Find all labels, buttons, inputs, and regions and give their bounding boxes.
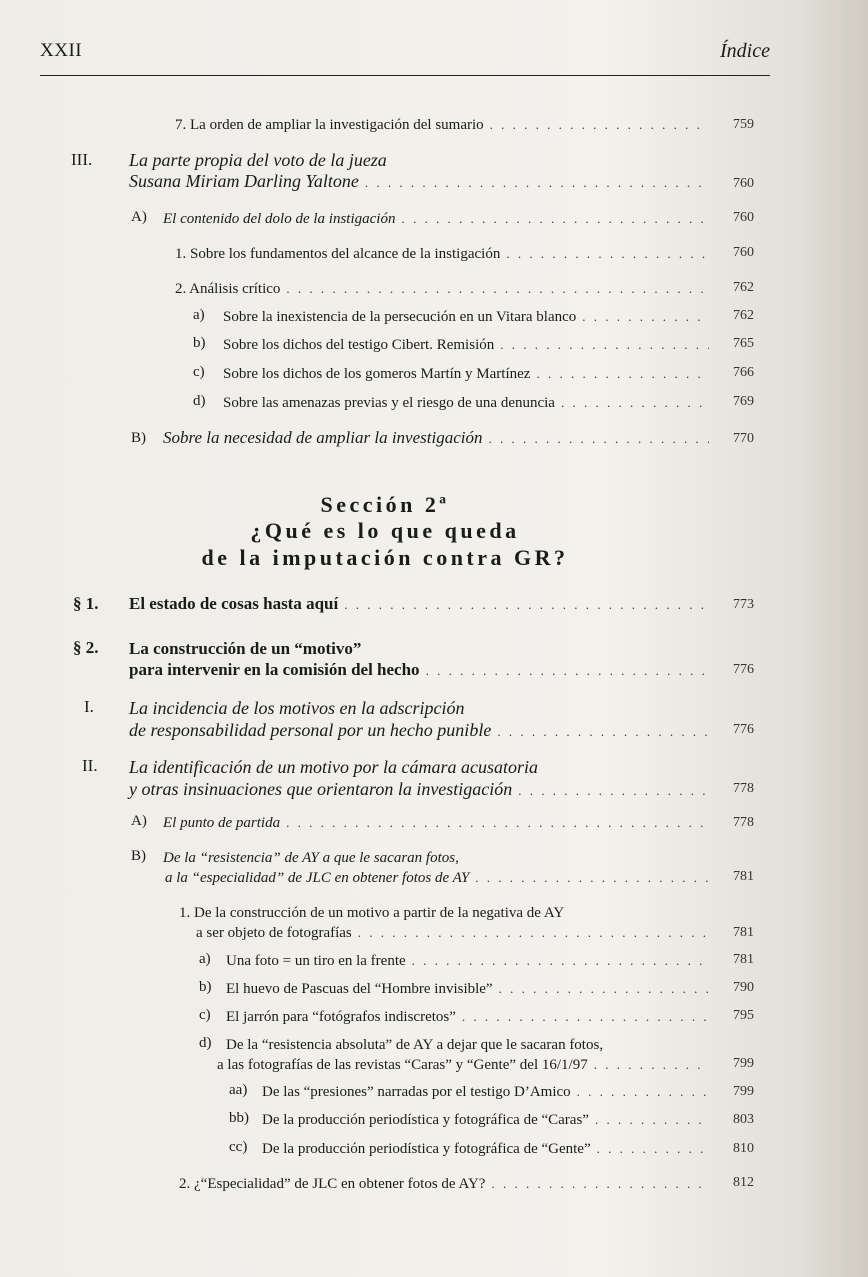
toc-page-number: 790 <box>733 980 754 995</box>
toc-entry[interactable]: El jarrón para “fotógrafos indiscretos” . . . <box>226 1007 715 1027</box>
toc-mark: a) <box>193 307 205 323</box>
toc-mark: c) <box>193 364 205 380</box>
toc-mark: III. <box>71 150 93 169</box>
toc-mark: a) <box>199 951 211 967</box>
toc-page-number: 776 <box>733 722 754 737</box>
toc-mark: § 1. <box>73 594 99 613</box>
toc-entry[interactable]: Sobre los dichos de los gomeros Martín y Martínez . . . <box>223 364 715 384</box>
toc-entry[interactable]: Sobre las amenazas previas y el riesgo de una denuncia . . . <box>223 393 715 413</box>
toc-page-number: 781 <box>733 925 754 940</box>
toc-entry[interactable]: La parte propia del voto de la jueza Susana Miriam Darling Yaltone . . . <box>129 150 715 193</box>
toc-page-number: 760 <box>733 245 754 260</box>
toc-mark: bb) <box>229 1110 249 1126</box>
toc-entry[interactable]: De la producción periodística y fotográfica de “Gente” . . . <box>262 1139 715 1159</box>
section-heading-line3: de la imputación contra GR? <box>201 545 569 570</box>
toc-page-number: 781 <box>733 952 754 967</box>
toc-entry[interactable]: Sobre la necesidad de ampliar la investigación . . . <box>163 428 715 448</box>
toc-mark: II. <box>82 756 98 775</box>
toc-entry[interactable]: 2. Análisis crítico . . . <box>175 279 715 299</box>
toc-entry[interactable]: El estado de cosas hasta aquí . . . <box>129 594 715 614</box>
toc-page-number: 769 <box>733 394 754 409</box>
toc-mark: cc) <box>229 1139 248 1155</box>
toc-entry[interactable]: De la “resistencia” de AY a que le sacaran fotos, a la “especialidad” de JLC en obtener fotos de AY . . . <box>163 848 715 888</box>
toc-page-number: 762 <box>733 308 754 323</box>
toc-mark: c) <box>199 1007 211 1023</box>
toc-entry[interactable]: La construcción de un “motivo” para intervenir en la comisión del hecho . . . <box>129 638 715 681</box>
toc-entry[interactable]: La identificación de un motivo por la cámara acusatoria y otras insinuaciones que orientaron la investigación . . . <box>129 756 715 802</box>
toc-entry[interactable]: La incidencia de los motivos en la adscripción de responsabilidad personal por un hecho punible . . . <box>129 697 715 743</box>
toc-page-number: 773 <box>733 597 754 612</box>
toc-entry[interactable]: 7. La orden de ampliar la investigación del sumario . . . <box>175 115 715 135</box>
running-head-title: Índice <box>720 40 770 62</box>
toc-page-number: 778 <box>733 781 754 796</box>
toc-page-number: 781 <box>733 869 754 884</box>
toc-entry[interactable]: Una foto = un tiro en la frente . . . <box>226 951 715 971</box>
toc-page-number: 812 <box>733 1175 754 1190</box>
toc-entry[interactable]: 2. ¿“Especialidad” de JLC en obtener fotos de AY? . . . <box>179 1174 715 1194</box>
toc-mark: A) <box>131 813 147 829</box>
toc-page-number: 778 <box>733 815 754 830</box>
toc-page-number: 759 <box>733 117 754 132</box>
header-rule <box>40 75 770 76</box>
section-heading-line1: Sección 2ª <box>320 492 450 517</box>
toc-mark: B) <box>131 848 146 864</box>
toc-mark: aa) <box>229 1082 248 1098</box>
toc-page-number: 795 <box>733 1008 754 1023</box>
toc-entry[interactable]: 1. Sobre los fundamentos del alcance de la instigación . . . <box>175 244 715 264</box>
toc-entry[interactable]: 1. De la construcción de un motivo a partir de la negativa de AY a ser objeto de fotografías . . . <box>179 903 715 943</box>
toc-page-number: 760 <box>733 210 754 225</box>
toc-page-number: 765 <box>733 336 754 351</box>
toc-page-number: 803 <box>733 1112 754 1127</box>
toc-mark: d) <box>193 393 206 409</box>
toc-mark: § 2. <box>73 638 99 657</box>
toc-entry[interactable]: El huevo de Pascuas del “Hombre invisible” . . . <box>226 979 715 999</box>
toc-page-number: 810 <box>733 1141 754 1156</box>
section-heading-line2: ¿Qué es lo que queda <box>250 518 520 543</box>
toc-mark: b) <box>193 335 206 351</box>
toc-entry[interactable]: Sobre la inexistencia de la persecución en un Vitara blanco . . . <box>223 307 715 327</box>
toc-entry[interactable]: De la producción periodística y fotográfica de “Caras” . . . <box>262 1110 715 1130</box>
toc-page-number: 760 <box>733 176 754 191</box>
toc-mark: b) <box>199 979 212 995</box>
toc-entry[interactable]: De la “resistencia absoluta” de AY a dejar que le sacaran fotos, a las fotografías de las revistas “Caras” y “Gente” del 16/1/97 . . . <box>226 1035 715 1075</box>
toc-page-number: 770 <box>733 431 754 446</box>
toc-mark: B) <box>131 430 146 446</box>
toc-page-number: 799 <box>733 1084 754 1099</box>
running-head-page-number: XXII <box>40 40 83 61</box>
toc-page-number: 799 <box>733 1056 754 1071</box>
toc-mark: d) <box>199 1035 212 1051</box>
toc-mark: I. <box>84 697 94 716</box>
toc-mark: A) <box>131 209 147 225</box>
toc-page-number: 766 <box>733 365 754 380</box>
toc-entry[interactable]: El contenido del dolo de la instigación . . . <box>163 209 715 229</box>
toc-entry[interactable]: Sobre los dichos del testigo Cibert. Remisión . . . <box>223 335 715 355</box>
toc-page-number: 776 <box>733 662 754 677</box>
toc-page-number: 762 <box>733 280 754 295</box>
toc-entry[interactable]: El punto de partida . . . <box>163 813 715 833</box>
toc-entry[interactable]: De las “presiones” narradas por el testigo D’Amico . . . <box>262 1082 715 1102</box>
